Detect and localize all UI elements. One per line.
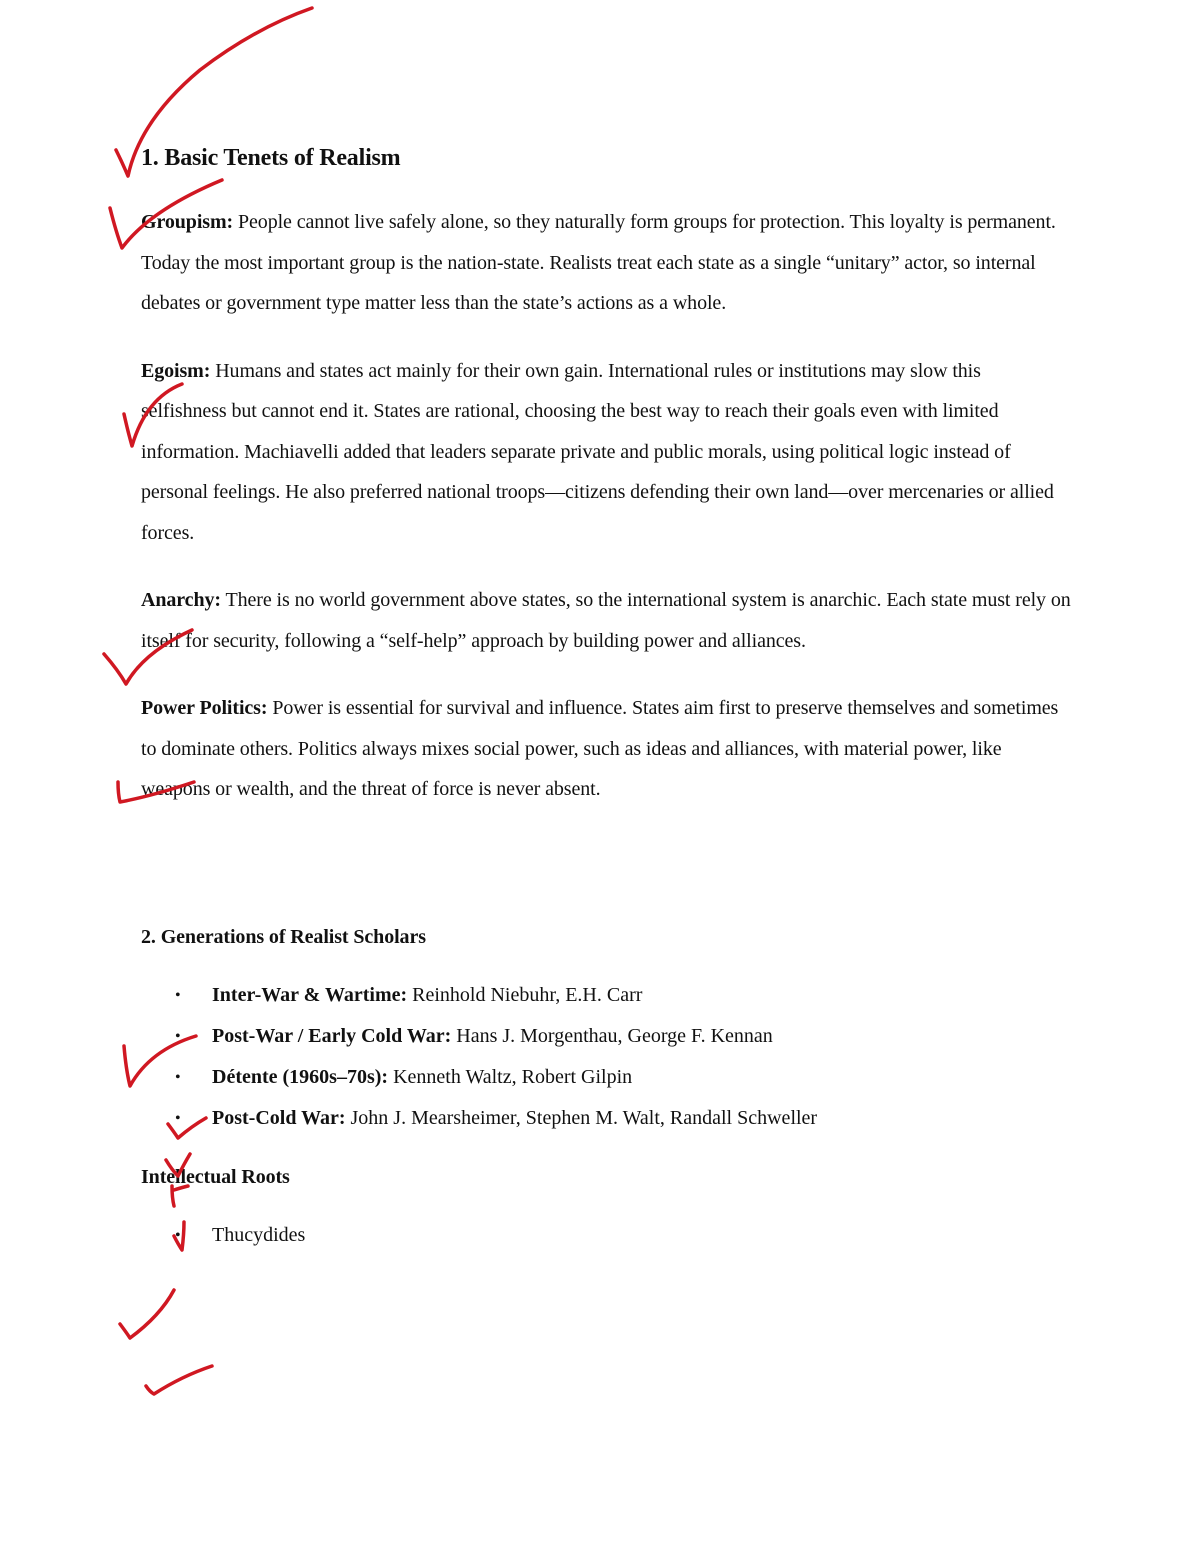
bullet-icon: • (175, 1068, 181, 1086)
generation-era: Post-Cold War: (212, 1106, 346, 1129)
section-gap (141, 1139, 1071, 1161)
root-name: Thucydides (212, 1223, 306, 1246)
section-1-title: 1. Basic Tenets of Realism (141, 145, 401, 171)
list-item (141, 1057, 1071, 1098)
tenet-anarchy (141, 580, 1071, 661)
bullet-icon: • (175, 986, 181, 1004)
generation-names: Hans J. Morgenthau, George F. Kennan (451, 1024, 773, 1047)
scholar-generations-list (141, 975, 1071, 1139)
section-gap (141, 837, 1071, 921)
tenet-power-politics (141, 688, 1071, 810)
tenet-term: Power Politics: (141, 697, 268, 719)
section-3-title: Intellectual Roots (141, 1165, 290, 1188)
tenet-text: Humans and states act mainly for their own gain. International rules or institutions may slow this selfishness but cannot end it. States are rational, choosing the best way to reach their goals even with limited information. Machiavelli added that leaders separate private and public morals, using political logic instead of personal feelings. He also preferred national troops—citizens defending their own land—over mercenaries or allied forces. (141, 359, 1054, 544)
generation-era: Inter-War & Wartime: (212, 983, 408, 1006)
checkmark-icon (120, 1290, 174, 1338)
tenet-text: Power is essential for survival and influence. States aim first to preserve themselves and sometimes to dominate others. Politics always mixes social power, such as ideas and alliances, with material power, like weapons or wealth, and the threat of force is never absent. (141, 697, 1059, 800)
bullet-icon: • (175, 1027, 181, 1045)
document-body (141, 140, 1071, 1256)
tenet-term: Egoism: (141, 359, 211, 382)
tenet-term: Groupism: (141, 211, 234, 233)
generation-era: Détente (1960s–70s): (212, 1065, 389, 1088)
list-item (141, 1016, 1071, 1057)
tenet-groupism (141, 202, 1071, 324)
bullet-icon: • (175, 1109, 181, 1127)
bullet-icon: • (175, 1226, 181, 1244)
list-item (141, 975, 1071, 1016)
tenet-text: There is no world government above states, so the international system is anarchic. Each state must rely on itself for security, following a “self-help” approach by building power and alliances. (141, 589, 1071, 652)
checkmark-icon (146, 1366, 212, 1394)
list-item (141, 1098, 1071, 1139)
intellectual-roots-list (141, 1215, 1071, 1256)
tenet-text: People cannot live safely alone, so they naturally form groups for protection. This loyalty is permanent. Today the most important group is the nation-state. Realists treat each state as a single “unitary” actor, so internal debates or government type matter less than the state’s actions as a whole. (141, 211, 1056, 314)
generation-names: John J. Mearsheimer, Stephen M. Walt, Randall Schweller (345, 1106, 818, 1129)
tenet-term: Anarchy: (141, 589, 221, 611)
tenet-egoism (141, 351, 1071, 554)
list-item (141, 1215, 1071, 1256)
generation-era: Post-War / Early Cold War: (212, 1024, 452, 1047)
generation-names: Kenneth Waltz, Robert Gilpin (388, 1065, 633, 1088)
generation-names: Reinhold Niebuhr, E.H. Carr (407, 983, 643, 1006)
section-2-title: 2. Generations of Realist Scholars (141, 925, 426, 948)
